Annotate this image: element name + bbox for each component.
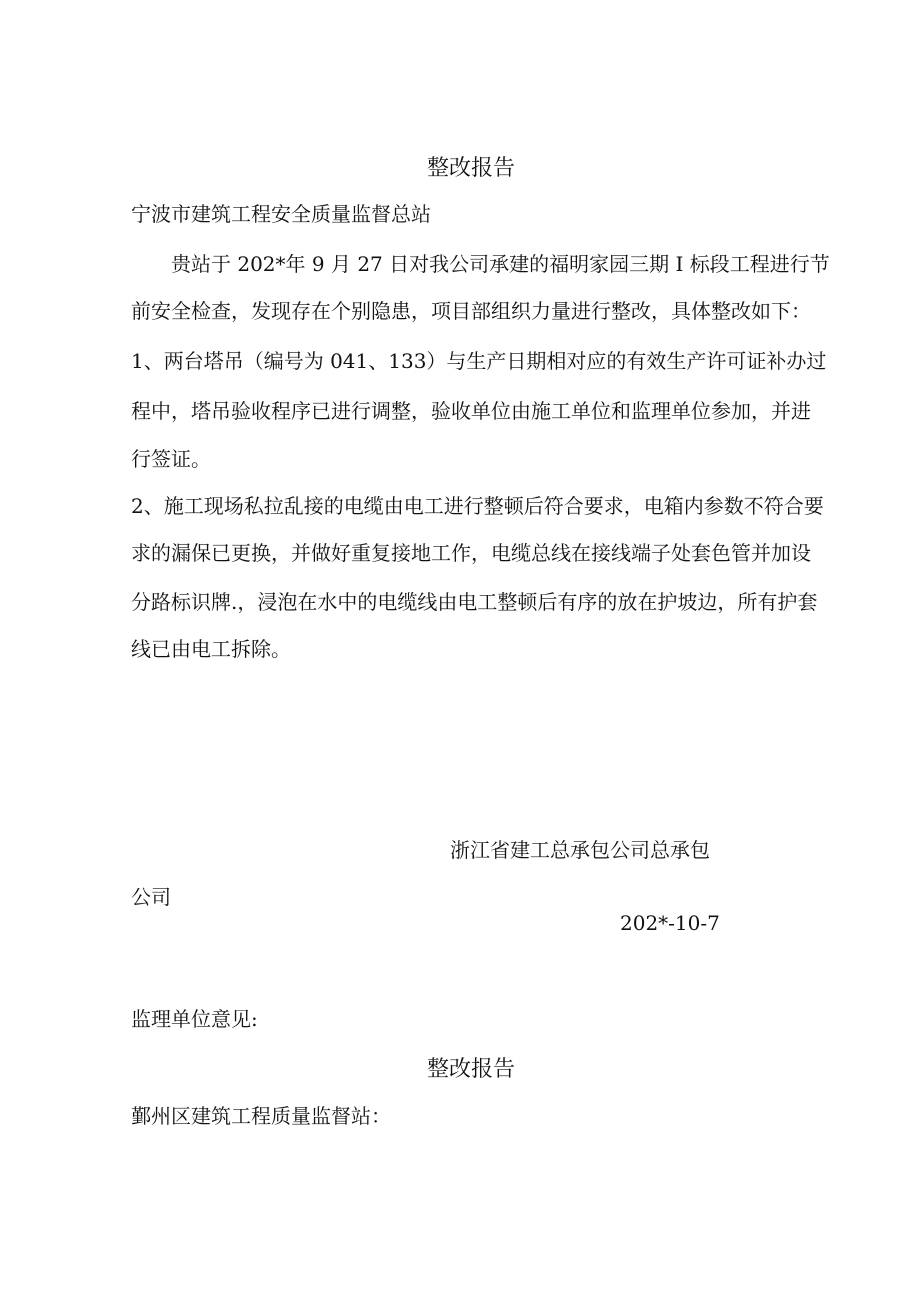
item1-line-3: 行签证。 xyxy=(131,447,211,471)
report2-recipient: 鄞州区建筑工程质量监督站： xyxy=(131,1104,391,1128)
item2-line-3: 分路标识牌.，浸泡在水中的电缆线由电工整顿后有序的放在护坡边，所有护套 xyxy=(131,590,818,614)
signature-company: 浙江省建工总承包公司总承包 xyxy=(450,838,710,862)
intro-line-2: 前安全检查，发现存在个别隐患，项目部组织力量进行整改，具体整改如下： xyxy=(131,299,811,323)
item2-line-4: 线已由电工拆除。 xyxy=(131,637,291,661)
item2-line-1: 2、施工现场私拉乱接的电缆由电工进行整顿后符合要求，电箱内参数不符合要 xyxy=(131,494,824,518)
item1-line-2: 程中，塔吊验收程序已进行调整，验收单位由施工单位和监理单位参加，并进 xyxy=(131,399,811,423)
supervisor-opinion-label: 监理单位意见: xyxy=(131,1007,258,1031)
recipient: 宁波市建筑工程安全质量监督总站 xyxy=(131,202,431,226)
signature-company-cont: 公司 xyxy=(131,885,171,909)
item2-line-2: 求的漏保已更换，并做好重复接地工作，电缆总线在接线端子处套色管并加设 xyxy=(131,541,811,565)
item1-line-1: 1、两台塔吊（编号为 041、133）与生产日期相对应的有效生产许可证补办过 xyxy=(131,349,827,373)
report-date: 202*-10-7 xyxy=(620,911,720,935)
report2-title: 整改报告 xyxy=(427,1057,516,1082)
intro-line-1: 贵站于 202*年 9 月 27 日对我公司承建的福明家园三期 I 标段工程进行节 xyxy=(171,252,830,276)
report-title: 整改报告 xyxy=(427,156,516,181)
